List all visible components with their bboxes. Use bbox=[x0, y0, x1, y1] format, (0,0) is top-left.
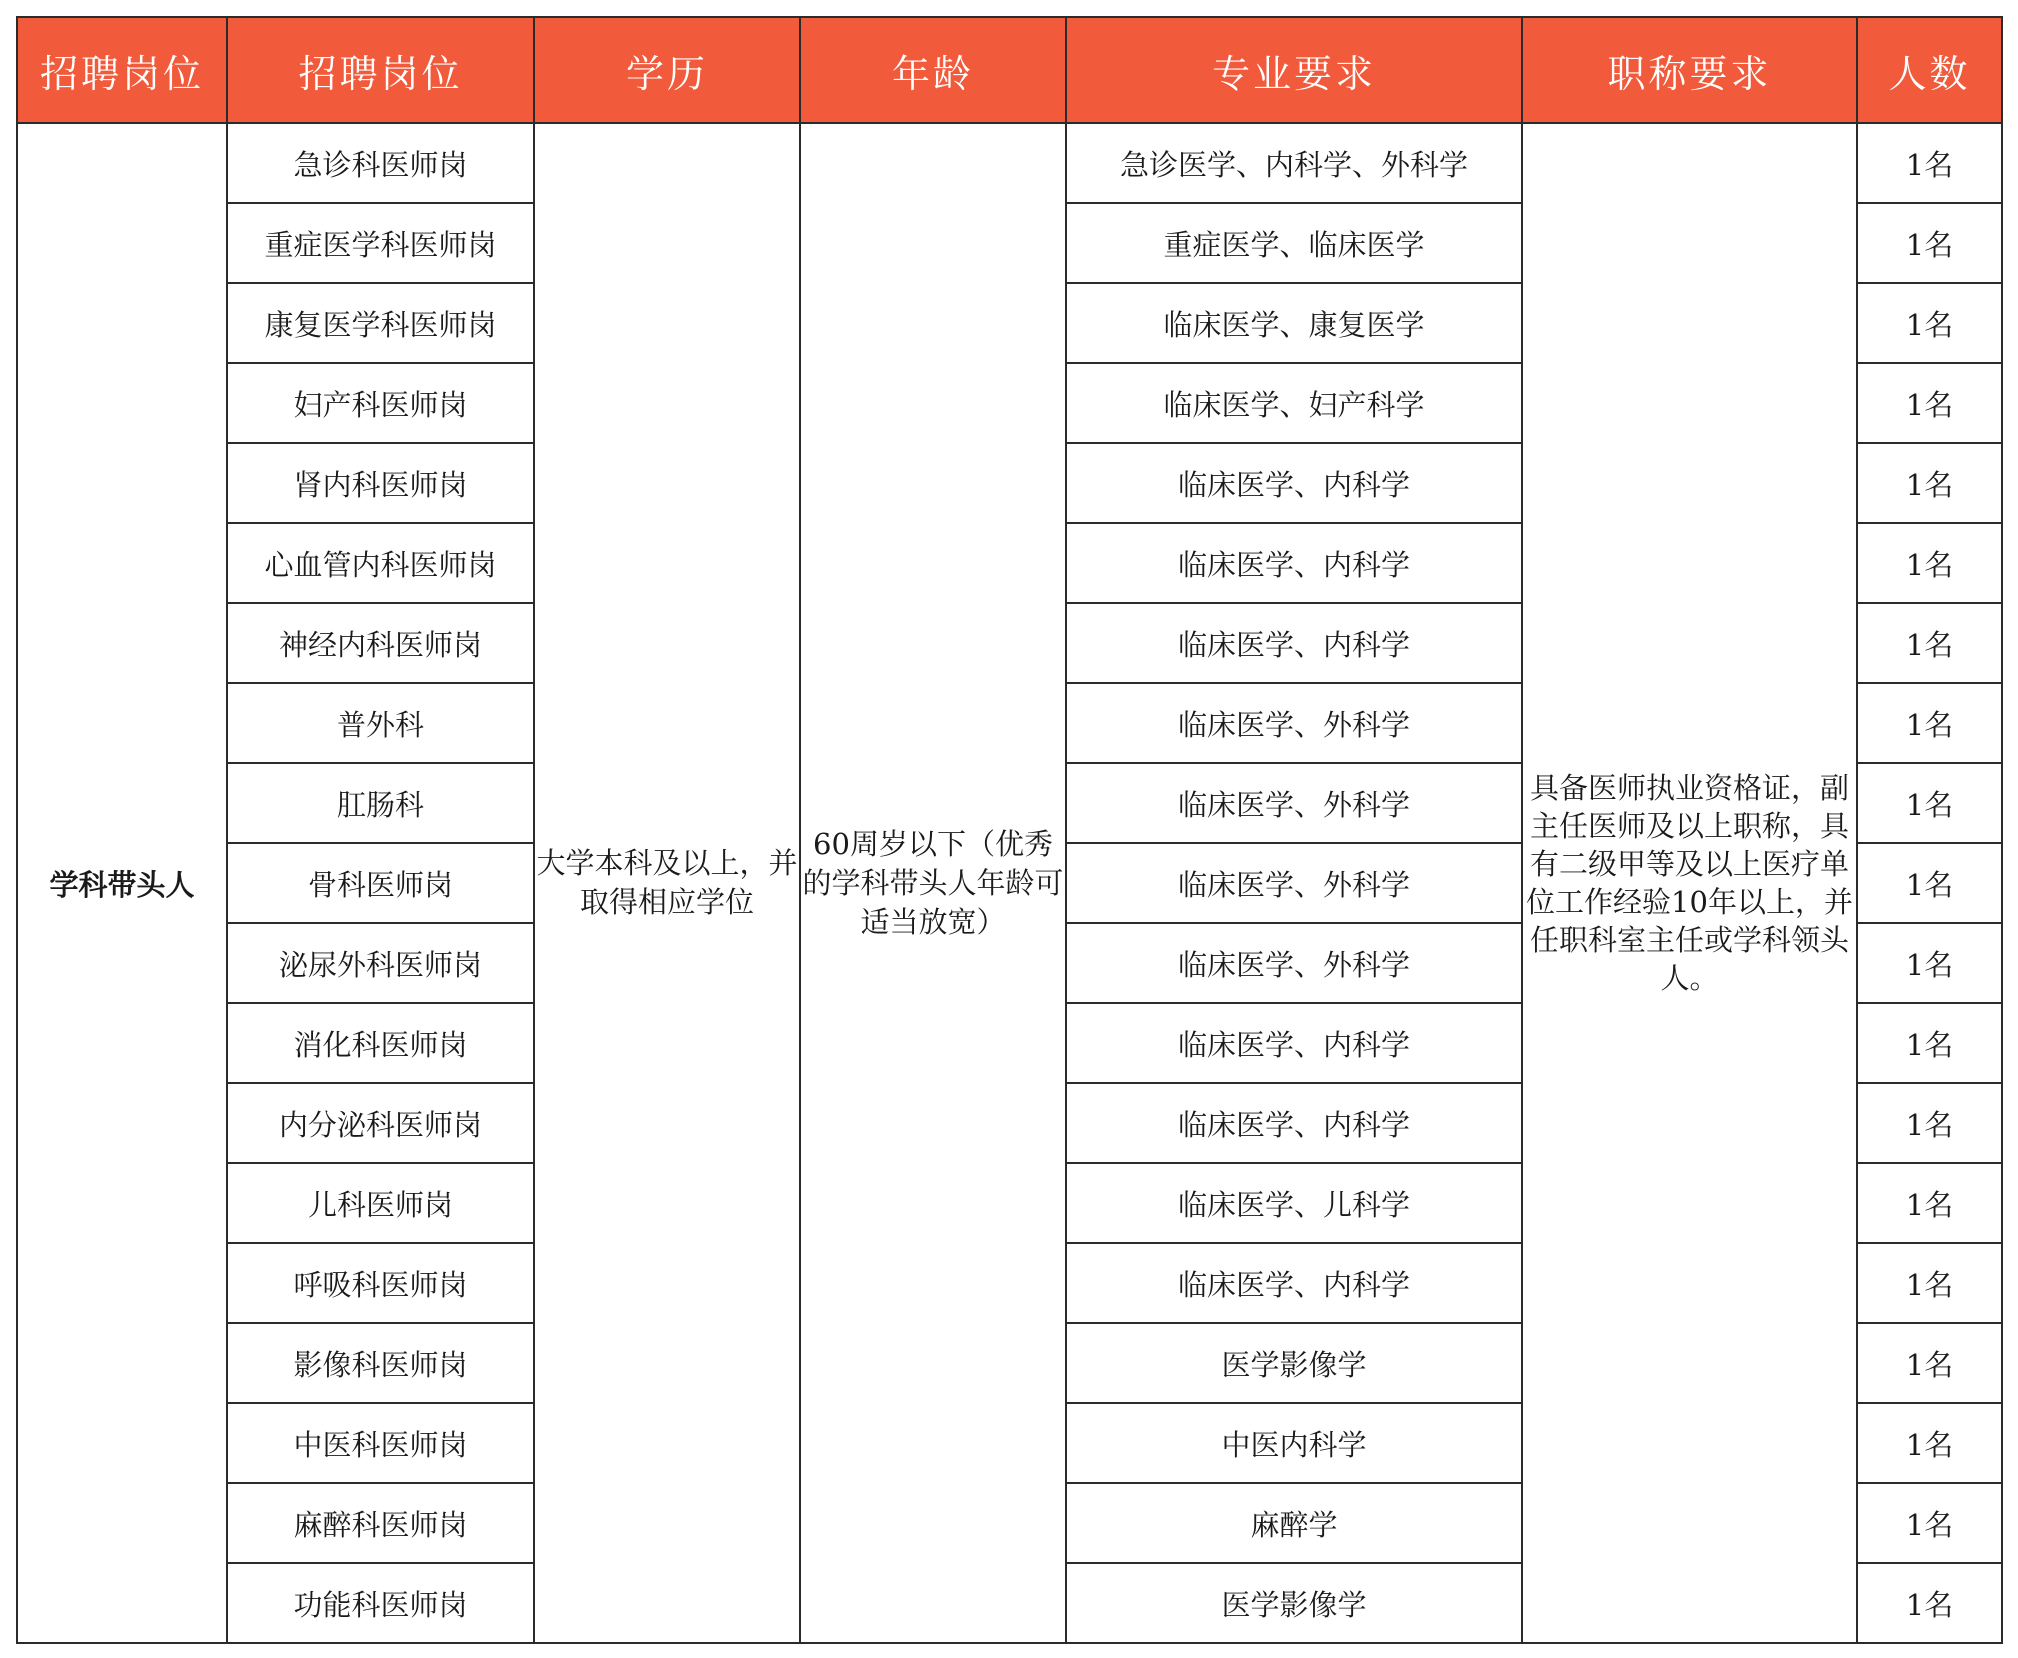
age-cell: 60周岁以下（优秀的学科带头人年龄可适当放宽） bbox=[800, 123, 1066, 1643]
count-cell: 1名 bbox=[1857, 1483, 2002, 1563]
header-education: 学历 bbox=[534, 17, 800, 123]
count-cell: 1名 bbox=[1857, 283, 2002, 363]
major-cell: 医学影像学 bbox=[1066, 1563, 1522, 1643]
major-cell: 重症医学、临床医学 bbox=[1066, 203, 1522, 283]
count-cell: 1名 bbox=[1857, 1403, 2002, 1483]
count-cell: 1名 bbox=[1857, 443, 2002, 523]
count-cell: 1名 bbox=[1857, 203, 2002, 283]
count-cell: 1名 bbox=[1857, 1243, 2002, 1323]
count-cell: 1名 bbox=[1857, 1003, 2002, 1083]
count-cell: 1名 bbox=[1857, 603, 2002, 683]
post-cell: 肛肠科 bbox=[227, 763, 534, 843]
count-cell: 1名 bbox=[1857, 1083, 2002, 1163]
major-cell: 临床医学、外科学 bbox=[1066, 923, 1522, 1003]
post-cell: 妇产科医师岗 bbox=[227, 363, 534, 443]
post-cell: 泌尿外科医师岗 bbox=[227, 923, 534, 1003]
table-body bbox=[17, 123, 2002, 1643]
post-cell: 呼吸科医师岗 bbox=[227, 1243, 534, 1323]
post-cell: 重症医学科医师岗 bbox=[227, 203, 534, 283]
count-cell: 1名 bbox=[1857, 843, 2002, 923]
post-cell: 影像科医师岗 bbox=[227, 1323, 534, 1403]
major-cell: 医学影像学 bbox=[1066, 1323, 1522, 1403]
category-cell: 学科带头人 bbox=[17, 123, 227, 1643]
recruitment-table-container bbox=[16, 16, 2003, 1644]
title-requirement-cell: 具备医师执业资格证，副主任医师及以上职称，具有二级甲等及以上医疗单位工作经验10年以上，并任职科室主任或学科领头人。 bbox=[1522, 123, 1857, 1643]
major-cell: 临床医学、外科学 bbox=[1066, 683, 1522, 763]
count-cell: 1名 bbox=[1857, 1323, 2002, 1403]
post-cell: 神经内科医师岗 bbox=[227, 603, 534, 683]
major-cell: 临床医学、内科学 bbox=[1066, 1243, 1522, 1323]
major-cell: 急诊医学、内科学、外科学 bbox=[1066, 123, 1522, 203]
post-cell: 康复医学科医师岗 bbox=[227, 283, 534, 363]
major-cell: 临床医学、外科学 bbox=[1066, 843, 1522, 923]
header-title-requirement: 职称要求 bbox=[1522, 17, 1857, 123]
header-row bbox=[17, 17, 2002, 123]
count-cell: 1名 bbox=[1857, 123, 2002, 203]
count-cell: 1名 bbox=[1857, 363, 2002, 443]
count-cell: 1名 bbox=[1857, 523, 2002, 603]
header-category: 招聘岗位 bbox=[17, 17, 227, 123]
education-cell: 大学本科及以上，并取得相应学位 bbox=[534, 123, 800, 1643]
header-age: 年龄 bbox=[800, 17, 1066, 123]
header-post: 招聘岗位 bbox=[227, 17, 534, 123]
major-cell: 临床医学、内科学 bbox=[1066, 523, 1522, 603]
post-cell: 心血管内科医师岗 bbox=[227, 523, 534, 603]
post-cell: 急诊科医师岗 bbox=[227, 123, 534, 203]
count-cell: 1名 bbox=[1857, 1563, 2002, 1643]
recruitment-table bbox=[16, 16, 2003, 1644]
major-cell: 临床医学、内科学 bbox=[1066, 1083, 1522, 1163]
table-row bbox=[17, 123, 2002, 203]
count-cell: 1名 bbox=[1857, 923, 2002, 1003]
major-cell: 临床医学、康复医学 bbox=[1066, 283, 1522, 363]
post-cell: 中医科医师岗 bbox=[227, 1403, 534, 1483]
header-count: 人数 bbox=[1857, 17, 2002, 123]
major-cell: 麻醉学 bbox=[1066, 1483, 1522, 1563]
header-major: 专业要求 bbox=[1066, 17, 1522, 123]
major-cell: 临床医学、内科学 bbox=[1066, 603, 1522, 683]
major-cell: 临床医学、外科学 bbox=[1066, 763, 1522, 843]
count-cell: 1名 bbox=[1857, 1163, 2002, 1243]
post-cell: 肾内科医师岗 bbox=[227, 443, 534, 523]
major-cell: 临床医学、儿科学 bbox=[1066, 1163, 1522, 1243]
count-cell: 1名 bbox=[1857, 763, 2002, 843]
post-cell: 儿科医师岗 bbox=[227, 1163, 534, 1243]
major-cell: 临床医学、妇产科学 bbox=[1066, 363, 1522, 443]
post-cell: 麻醉科医师岗 bbox=[227, 1483, 534, 1563]
major-cell: 临床医学、内科学 bbox=[1066, 443, 1522, 523]
count-cell: 1名 bbox=[1857, 683, 2002, 763]
post-cell: 消化科医师岗 bbox=[227, 1003, 534, 1083]
major-cell: 临床医学、内科学 bbox=[1066, 1003, 1522, 1083]
post-cell: 功能科医师岗 bbox=[227, 1563, 534, 1643]
post-cell: 内分泌科医师岗 bbox=[227, 1083, 534, 1163]
post-cell: 普外科 bbox=[227, 683, 534, 763]
post-cell: 骨科医师岗 bbox=[227, 843, 534, 923]
major-cell: 中医内科学 bbox=[1066, 1403, 1522, 1483]
